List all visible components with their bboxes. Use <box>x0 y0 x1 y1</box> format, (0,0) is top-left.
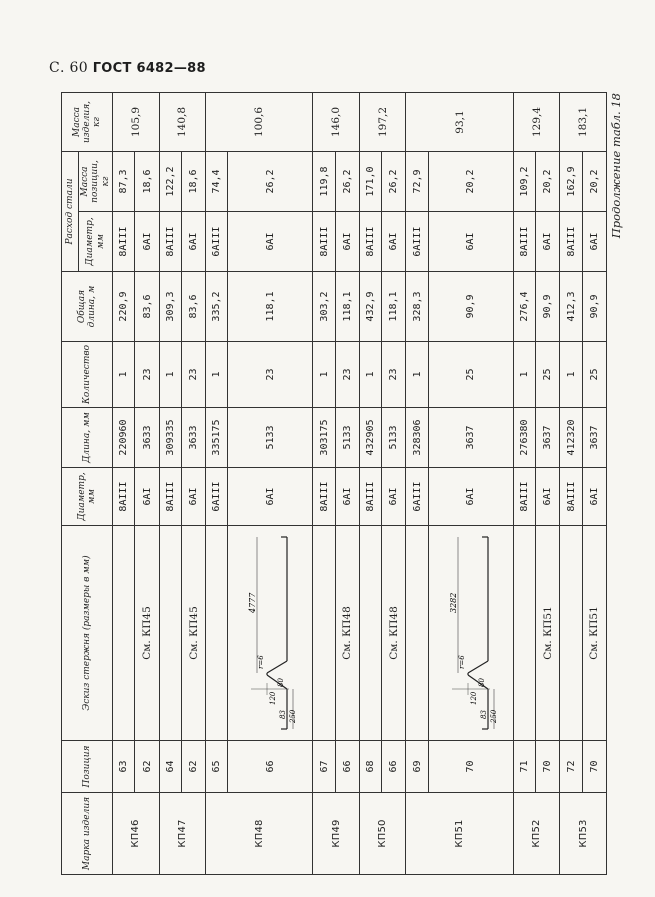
cell-position: 66 <box>382 741 406 793</box>
cell-total-length: 83,6 <box>135 272 159 342</box>
cell-length: 3633 <box>181 408 205 468</box>
cell-position: 62 <box>181 741 205 793</box>
page-header <box>49 60 206 76</box>
cell-mark: КП47 <box>159 793 206 875</box>
cell-mark: КП51 <box>406 793 513 875</box>
cell-product-mass: 146,0 <box>313 93 360 152</box>
cell-cons-diameter: 8АIII <box>159 212 181 272</box>
cell-cons-diameter: 6АI <box>135 212 159 272</box>
dim-radius-label: r=6 <box>457 655 466 669</box>
cell-total-length: 118,1 <box>335 272 359 342</box>
cell-sketch: См. КП51 <box>536 526 560 741</box>
cell-sketch <box>560 526 582 741</box>
cell-length: 220960 <box>113 408 135 468</box>
dim-length-label: 4777 <box>248 592 258 613</box>
table-rotator <box>61 93 647 875</box>
table-row <box>560 93 582 875</box>
col-cons-mass-header: Масса позиции, кг <box>79 152 113 212</box>
cell-cons-diameter: 8АIII <box>560 212 582 272</box>
table-caption: Продолжение табл. 18 <box>609 93 623 239</box>
table-row <box>135 93 159 875</box>
cell-quantity: 1 <box>560 342 582 408</box>
cell-quantity: 1 <box>359 342 381 408</box>
cell-diameter: 8АIII <box>513 468 535 526</box>
table-row <box>406 93 428 875</box>
cell-cons-diameter: 6АI <box>382 212 406 272</box>
cell-position: 70 <box>582 741 606 793</box>
cell-diameter: 6АI <box>181 468 205 526</box>
cell-position: 64 <box>159 741 181 793</box>
cell-cons-diameter: 6АI <box>335 212 359 272</box>
cell-length: 3637 <box>536 408 560 468</box>
cell-sketch <box>228 526 313 741</box>
cell-cons-mass: 26,2 <box>382 152 406 212</box>
cell-length: 3633 <box>135 408 159 468</box>
cell-mark: КП48 <box>206 793 313 875</box>
cell-diameter: 6АI <box>335 468 359 526</box>
cell-sketch <box>428 526 513 741</box>
cell-diameter: 8АIII <box>113 468 135 526</box>
cell-quantity: 1 <box>313 342 335 408</box>
cell-total-length: 118,1 <box>382 272 406 342</box>
dim-offset-label: 83 <box>479 710 488 719</box>
cell-total-length: 83,6 <box>181 272 205 342</box>
cell-cons-mass: 171,0 <box>359 152 381 212</box>
cell-cons-mass: 72,9 <box>406 152 428 212</box>
cell-total-length: 328,3 <box>406 272 428 342</box>
table-row <box>335 93 359 875</box>
cell-mark: КП46 <box>113 793 160 875</box>
cell-length: 5133 <box>228 408 313 468</box>
col-position-header: Позиция <box>62 741 113 793</box>
cell-product-mass: 93,1 <box>406 93 513 152</box>
cell-cons-diameter: 8АIII <box>113 212 135 272</box>
cell-sketch <box>113 526 135 741</box>
cell-quantity: 23 <box>382 342 406 408</box>
cell-total-length: 90,9 <box>582 272 606 342</box>
cell-cons-mass: 26,2 <box>228 152 313 212</box>
cell-total-length: 276,4 <box>513 272 535 342</box>
cell-length: 335175 <box>206 408 228 468</box>
cell-sketch: См. КП51 <box>582 526 606 741</box>
cell-product-mass: 140,8 <box>159 93 206 152</box>
cell-cons-diameter: 8АIII <box>359 212 381 272</box>
table-row <box>428 93 513 875</box>
cell-length: 276380 <box>513 408 535 468</box>
cell-length: 5133 <box>335 408 359 468</box>
cell-diameter: 8АIII <box>313 468 335 526</box>
cell-cons-diameter: 8АIII <box>513 212 535 272</box>
cell-diameter: 6АI <box>428 468 513 526</box>
cell-sketch: См. КП45 <box>181 526 205 741</box>
cell-mark: КП53 <box>560 793 607 875</box>
steel-consumption-table <box>61 92 607 875</box>
cell-sketch <box>359 526 381 741</box>
cell-total-length: 303,2 <box>313 272 335 342</box>
cell-cons-mass: 109,2 <box>513 152 535 212</box>
cell-position: 70 <box>536 741 560 793</box>
rebar-sketch-drawing <box>446 533 496 733</box>
cell-position: 70 <box>428 741 513 793</box>
cell-length: 3637 <box>428 408 513 468</box>
table-row <box>582 93 606 875</box>
col-sketch-header: Эскиз стержня (размеры в мм) <box>62 526 113 741</box>
cell-quantity: 1 <box>159 342 181 408</box>
cell-position: 71 <box>513 741 535 793</box>
cell-cons-diameter: 6АI <box>228 212 313 272</box>
table-row <box>313 93 335 875</box>
cell-diameter: 6АI <box>536 468 560 526</box>
cell-diameter: 8АIII <box>359 468 381 526</box>
cell-length: 309335 <box>159 408 181 468</box>
dim-radius-label: r=6 <box>257 655 266 669</box>
cell-sketch: См. КП48 <box>335 526 359 741</box>
col-consumption-header: Расход стали <box>62 152 79 272</box>
cell-position: 62 <box>135 741 159 793</box>
dim-base-label: 250 <box>289 709 298 723</box>
cell-sketch <box>513 526 535 741</box>
cell-quantity: 25 <box>582 342 606 408</box>
col-cons-diameter-header: Диаметр, мм <box>79 212 113 272</box>
dim-base-label: 250 <box>489 709 498 723</box>
cell-position: 63 <box>113 741 135 793</box>
cell-position: 66 <box>228 741 313 793</box>
table-row <box>113 93 135 875</box>
cell-quantity: 25 <box>428 342 513 408</box>
cell-product-mass: 129,4 <box>513 93 560 152</box>
cell-cons-mass: 162,9 <box>560 152 582 212</box>
cell-sketch <box>206 526 228 741</box>
dim-length-label: 3282 <box>448 592 458 613</box>
cell-quantity: 25 <box>536 342 560 408</box>
cell-cons-mass: 87,3 <box>113 152 135 212</box>
dim-height-label: 120 <box>269 691 278 705</box>
cell-mark: КП50 <box>359 793 406 875</box>
cell-diameter: 8АIII <box>560 468 582 526</box>
cell-sketch <box>313 526 335 741</box>
cell-cons-diameter: 6АI <box>181 212 205 272</box>
cell-length: 3637 <box>582 408 606 468</box>
cell-diameter: 6АI <box>582 468 606 526</box>
cell-length: 432905 <box>359 408 381 468</box>
cell-quantity: 1 <box>206 342 228 408</box>
dim-height-label: 120 <box>469 691 478 705</box>
cell-total-length: 412,3 <box>560 272 582 342</box>
cell-position: 65 <box>206 741 228 793</box>
cell-total-length: 335,2 <box>206 272 228 342</box>
cell-quantity: 23 <box>181 342 205 408</box>
col-length-header: Длина, мм <box>62 408 113 468</box>
cell-product-mass: 183,1 <box>560 93 607 152</box>
cell-diameter: 8АIII <box>159 468 181 526</box>
cell-cons-diameter: 6АI <box>582 212 606 272</box>
table-body <box>113 93 607 875</box>
cell-quantity: 1 <box>513 342 535 408</box>
dim-bend-label: 80 <box>277 678 286 687</box>
table-row <box>228 93 313 875</box>
cell-cons-mass: 18,6 <box>181 152 205 212</box>
cell-length: 5133 <box>382 408 406 468</box>
cell-diameter: 6АI <box>135 468 159 526</box>
cell-sketch: См. КП48 <box>382 526 406 741</box>
cell-cons-mass: 119,8 <box>313 152 335 212</box>
page-number: С. 60 <box>49 60 88 76</box>
cell-diameter: 6АIII <box>406 468 428 526</box>
cell-sketch <box>406 526 428 741</box>
cell-cons-diameter: 8АIII <box>313 212 335 272</box>
cell-quantity: 23 <box>135 342 159 408</box>
cell-mark: КП52 <box>513 793 560 875</box>
cell-product-mass: 100,6 <box>206 93 313 152</box>
cell-diameter: 6АIII <box>206 468 228 526</box>
cell-position: 72 <box>560 741 582 793</box>
cell-product-mass: 197,2 <box>359 93 406 152</box>
cell-length: 412320 <box>560 408 582 468</box>
col-product-mass-header: Масса изделия, кг <box>62 93 113 152</box>
cell-cons-mass: 20,2 <box>428 152 513 212</box>
cell-position: 69 <box>406 741 428 793</box>
cell-mark: КП49 <box>313 793 360 875</box>
table-row <box>159 93 181 875</box>
cell-length: 328306 <box>406 408 428 468</box>
cell-cons-mass: 18,6 <box>135 152 159 212</box>
cell-quantity: 23 <box>228 342 313 408</box>
cell-cons-mass: 74,4 <box>206 152 228 212</box>
table-row <box>359 93 381 875</box>
rebar-sketch-drawing <box>245 533 298 733</box>
table-header-row-1 <box>62 93 79 875</box>
cell-product-mass: 105,9 <box>113 93 160 152</box>
cell-cons-mass: 20,2 <box>582 152 606 212</box>
cell-cons-diameter: 6АI <box>536 212 560 272</box>
dim-bend-label: 80 <box>477 678 486 687</box>
cell-quantity: 1 <box>113 342 135 408</box>
cell-total-length: 118,1 <box>228 272 313 342</box>
rotated-table-sheet <box>61 93 647 875</box>
cell-diameter: 6АI <box>228 468 313 526</box>
cell-total-length: 432,9 <box>359 272 381 342</box>
cell-sketch: См. КП45 <box>135 526 159 741</box>
table-row <box>382 93 406 875</box>
cell-position: 66 <box>335 741 359 793</box>
cell-total-length: 90,9 <box>428 272 513 342</box>
cell-total-length: 90,9 <box>536 272 560 342</box>
cell-cons-diameter: 6АIII <box>406 212 428 272</box>
cell-quantity: 1 <box>406 342 428 408</box>
cell-diameter: 6АI <box>382 468 406 526</box>
document-title: ГОСТ 6482—88 <box>92 61 206 76</box>
table-row <box>181 93 205 875</box>
cell-cons-diameter: 6АI <box>428 212 513 272</box>
cell-cons-mass: 122,2 <box>159 152 181 212</box>
table-row <box>206 93 228 875</box>
col-quantity-header: Количество <box>62 342 113 408</box>
cell-position: 67 <box>313 741 335 793</box>
cell-cons-mass: 20,2 <box>536 152 560 212</box>
cell-sketch <box>159 526 181 741</box>
col-total-length-header: Общая длина, м <box>62 272 113 342</box>
cell-total-length: 220,9 <box>113 272 135 342</box>
cell-quantity: 23 <box>335 342 359 408</box>
table-row <box>536 93 560 875</box>
table-row <box>513 93 535 875</box>
cell-cons-diameter: 6АIII <box>206 212 228 272</box>
cell-length: 303175 <box>313 408 335 468</box>
cell-position: 68 <box>359 741 381 793</box>
col-mark-header: Марка изделия <box>62 793 113 875</box>
cell-cons-mass: 26,2 <box>335 152 359 212</box>
cell-total-length: 309,3 <box>159 272 181 342</box>
dim-offset-label: 83 <box>279 710 288 719</box>
col-diameter-header: Диаметр, мм <box>62 468 113 526</box>
